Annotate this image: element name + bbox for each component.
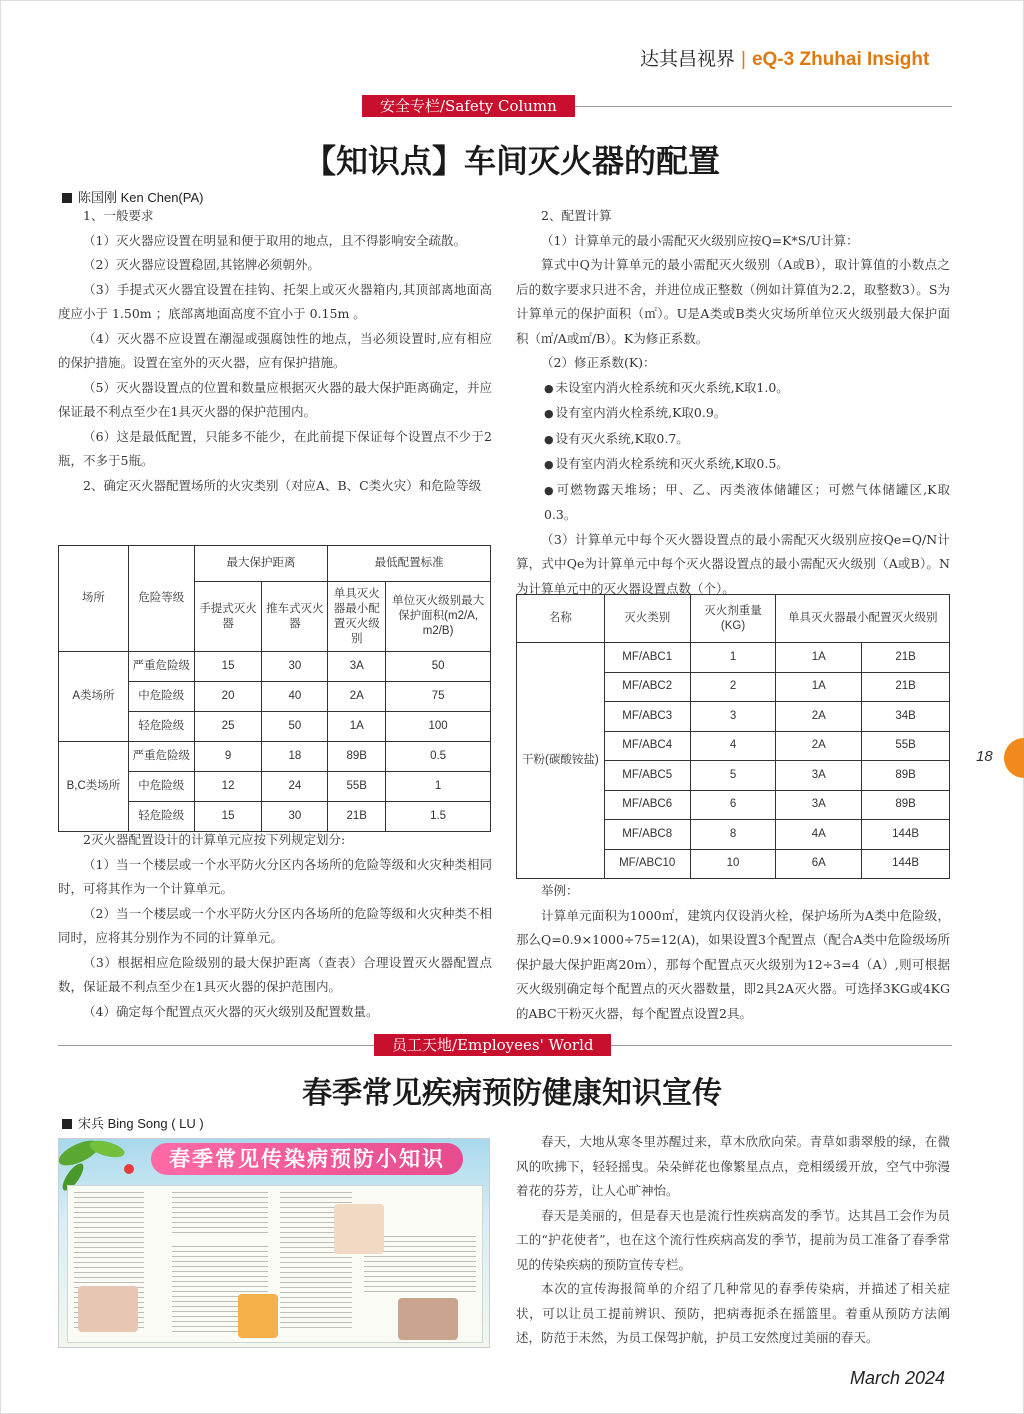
poster-banner: 春季常见传染病预防小知识 bbox=[151, 1143, 463, 1175]
table-cell: 30 bbox=[262, 802, 328, 832]
right-column-bottom bbox=[516, 879, 950, 1026]
poster-image-face bbox=[398, 1298, 458, 1340]
table-group-bc: B,C类场所 bbox=[59, 742, 129, 832]
table-header-unit: 单位灭火级别最大保护面积(m2/A, m2/B) bbox=[386, 582, 491, 652]
table-header-min: 单具灭火器最小配置灭火级别 bbox=[776, 595, 950, 643]
table-cell: MF/ABC2 bbox=[604, 672, 690, 702]
table-cell: 25 bbox=[194, 712, 262, 742]
paragraph: （1）当一个楼层或一个水平防火分区内各场所的危险等级和火灾种类相同时，可将其作为一个计算单元。 bbox=[58, 856, 492, 896]
table-cell: 30 bbox=[262, 652, 328, 682]
section-label-safety: 安全专栏/Safety Column bbox=[362, 95, 575, 117]
table-header-maxdist: 最大保护距离 bbox=[194, 546, 328, 582]
table-header-name: 名称 bbox=[517, 595, 605, 643]
poster-board bbox=[67, 1185, 483, 1343]
table-cell: 9 bbox=[194, 742, 262, 772]
paragraph: （4）灭火器不应设置在潮湿或强腐蚀性的地点，当必须设置时,应有相应的保护措施。设置在室外的灭火器，应有保护措施。 bbox=[58, 330, 492, 370]
table-cell: 15 bbox=[194, 652, 262, 682]
table-cell: 5 bbox=[690, 761, 776, 791]
paragraph: （3）手提式灭火器宜设置在挂钩、托架上或灭火器箱内,其顶部离地面高度应小于 1.50m ；底部离地面高度不宜小于 0.15m 。 bbox=[58, 281, 492, 321]
paragraph: （3）计算单元中每个灭火器设置点的最小需配灭火级别应按Qe=Q/N计算，式中Qe为计算单元中每个灭火器设置点的最小需配灭火级别（A或B）。N为计算单元中的灭火器设置点数（个）。 bbox=[516, 531, 950, 596]
table-cell: 2A bbox=[328, 682, 386, 712]
paragraph: 春天是美丽的，但是春天也是流行性疾病高发的季节。达其昌工会作为员工的“护花使者”，也在这个流行性疾病高发的季节，提前为员工准备了春季常见的传染疾病的预防宣传专栏。 bbox=[516, 1207, 950, 1272]
table-group-a: A类场所 bbox=[59, 652, 129, 742]
article-title-fire-extinguisher: 【知识点】车间灭火器的配置 bbox=[303, 142, 720, 180]
bullet-item: ● 未设室内消火栓系统和灭火系统,K取1.0。 bbox=[516, 376, 950, 402]
paragraph: （1）灭火器应设置在明显和便于取用的地点，且不得影响安全疏散。 bbox=[83, 232, 466, 248]
table-cell: 严重危险级 bbox=[128, 652, 194, 682]
paragraph: （4）确定每个配置点灭火器的灭火级别及配置数量。 bbox=[83, 1003, 379, 1019]
table-cell: 50 bbox=[386, 652, 491, 682]
table-cell: MF/ABC10 bbox=[604, 849, 690, 879]
table-cell: 中危险级 bbox=[128, 772, 194, 802]
paragraph: （6）这是最低配置，只能多不能少，在此前提下保证每个设置点不少于2瓶，不多于5瓶。 bbox=[58, 428, 492, 468]
poster-image-child bbox=[334, 1204, 384, 1254]
table-cell: 34B bbox=[862, 702, 950, 732]
spring-article-text bbox=[516, 1130, 950, 1351]
table-cell: 144B bbox=[862, 849, 950, 879]
paragraph: 2灭火器配置设计的计算单元应按下列规定划分: bbox=[83, 832, 346, 847]
table-header-handheld: 手提式灭火器 bbox=[194, 582, 262, 652]
table-cell: 轻危险级 bbox=[128, 712, 194, 742]
paragraph: 举例： bbox=[541, 883, 579, 898]
table-header-place: 场所 bbox=[59, 546, 129, 652]
table-cell: 40 bbox=[262, 682, 328, 712]
poster-image-hands bbox=[78, 1286, 138, 1332]
table-cell: 21B bbox=[328, 802, 386, 832]
table-cell: 3A bbox=[776, 761, 862, 791]
table-cell: 轻危险级 bbox=[128, 802, 194, 832]
table-cell: 89B bbox=[862, 790, 950, 820]
table-cell: 0.5 bbox=[386, 742, 491, 772]
paragraph: 春天，大地从寒冬里苏醒过来，草木欣欣向荣。青草如翡翠般的绿，在微风的吹拂下，轻轻摇曳。朵朵鲜花也像繁星点点，竞相缓缓开放，空气中弥漫着花的芬芳，让人心旷神怡。 bbox=[516, 1134, 950, 1198]
table-cell: 3A bbox=[776, 790, 862, 820]
byline-square-icon bbox=[62, 193, 72, 203]
byline-text: 陈国刚 Ken Chen(PA) bbox=[78, 190, 204, 205]
table-cell: 20 bbox=[194, 682, 262, 712]
table-header-cart: 推车式灭火器 bbox=[262, 582, 328, 652]
section-band-employees bbox=[58, 1034, 952, 1056]
paragraph: 2、配置计算 bbox=[541, 208, 612, 223]
section-label-employees: 员工天地/Employees' World bbox=[374, 1034, 611, 1056]
table-cell: MF/ABC8 bbox=[604, 820, 690, 850]
fire-class-table bbox=[58, 545, 491, 832]
poster-text-block bbox=[172, 1192, 268, 1236]
table-header-level: 危险等级 bbox=[128, 546, 194, 652]
table-cell: 50 bbox=[262, 712, 328, 742]
table-cell: 严重危险级 bbox=[128, 742, 194, 772]
paragraph: 计算单元面积为1000㎡，建筑内仅设消火栓，保护场所为A类中危险级，那么Q=0.9×1000÷75=12(A)，如果设置3个配置点（配合A类中危险级场所保护最大保护距离20m），那每个配置点灭火级别为12÷3=4（A）,则可根据灭火级别确定每个配置点的灭火器数量，即2具2A灭火器。可选择3KG或4KG的ABC干粉灭火器，每个配置点设置2具。 bbox=[516, 907, 950, 1021]
table-cell: 6 bbox=[690, 790, 776, 820]
section-band-safety bbox=[362, 95, 952, 117]
byline-text: 宋兵 Bing Song ( LU ) bbox=[78, 1116, 204, 1131]
brand-en: eQ-3 Zhuhai Insight bbox=[751, 49, 930, 70]
poster-image-cartoon bbox=[238, 1294, 278, 1338]
table-cell: 2A bbox=[776, 702, 862, 732]
table-cell: MF/ABC1 bbox=[604, 643, 690, 673]
paragraph: 本次的宣传海报简单的介绍了几种常见的春季传染病，并描述了相关症状，可以让员工提前辨识、预防，把病毒扼杀在摇篮里。着重从预防方法阐述，防范于未然，为员工保驾护航，护员工安然度过美丽的春天。 bbox=[516, 1281, 950, 1345]
table-header-single: 单具灭火器最小配置灭火级别 bbox=[328, 582, 386, 652]
table-cell: 55B bbox=[862, 731, 950, 761]
bullet-item: ● 设有室内消火栓系统,K取0.9。 bbox=[516, 401, 950, 427]
table-cell: 55B bbox=[328, 772, 386, 802]
table-cell: 1A bbox=[328, 712, 386, 742]
table-cell: 21B bbox=[862, 643, 950, 673]
byline-author-2 bbox=[62, 1113, 204, 1132]
page-number: 18 bbox=[976, 748, 993, 765]
table-cell: 89B bbox=[862, 761, 950, 791]
table-cell: 中危险级 bbox=[128, 682, 194, 712]
table-cell: 75 bbox=[386, 682, 491, 712]
table-cell: 4A bbox=[776, 820, 862, 850]
bullet-item: ● 设有室内消火栓系统和灭火系统,K取0.5。 bbox=[516, 452, 950, 478]
table-cell: 2A bbox=[776, 731, 862, 761]
table-cell: 1A bbox=[776, 643, 862, 673]
table-cell: MF/ABC5 bbox=[604, 761, 690, 791]
paragraph: （1）计算单元的最小需配灭火级别应按Q=K*S/U计算： bbox=[541, 232, 859, 248]
table-header-type: 灭火类别 bbox=[604, 595, 690, 643]
extinguisher-spec-table bbox=[516, 594, 950, 879]
table-cell: 4 bbox=[690, 731, 776, 761]
paragraph: （3）根据相应危险级别的最大保护距离（查表）合理设置灭火器配置点数，保证最不利点至少在1具灭火器的保护范围内。 bbox=[58, 954, 492, 994]
left-column-top bbox=[58, 204, 492, 498]
table-cell: 2 bbox=[690, 672, 776, 702]
table-cell: 1.5 bbox=[386, 802, 491, 832]
header-brand bbox=[640, 44, 929, 71]
table-cell: 24 bbox=[262, 772, 328, 802]
paragraph: 算式中Q为计算单元的最小需配灭火级别（A或B），取计算值的小数点之后的数字要求只进不舍，并进位成正整数（例如计算值为2.2，取整数3）。S为计算单元的保护面积（㎡）。U是A类或B类火灾场所单位灭火级别最大保护面积（㎡/A或㎡/B）。K为修正系数。 bbox=[516, 257, 950, 346]
table-group-powder: 干粉(碳酸铵盐) bbox=[517, 643, 605, 879]
table-cell: MF/ABC3 bbox=[604, 702, 690, 732]
poster-photo bbox=[58, 1138, 490, 1348]
table-cell: 3 bbox=[690, 702, 776, 732]
left-column-bottom bbox=[58, 828, 492, 1024]
table-cell: 12 bbox=[194, 772, 262, 802]
table-cell: 89B bbox=[328, 742, 386, 772]
table-cell: 3A bbox=[328, 652, 386, 682]
byline-square-icon bbox=[62, 1119, 72, 1129]
table-cell: 1 bbox=[386, 772, 491, 802]
article-title-spring-health: 春季常见疾病预防健康知识宣传 bbox=[302, 1076, 722, 1111]
paragraph: 1、一般要求 bbox=[83, 208, 154, 223]
brand-separator: | bbox=[741, 49, 746, 70]
right-column-top bbox=[516, 204, 950, 601]
table-header-weight: 灭火剂重量(KG) bbox=[690, 595, 776, 643]
paragraph: 2、确定灭火器配置场所的火灾类别（对应A、B、C类火灾）和危险等级 bbox=[83, 477, 482, 493]
table-cell: MF/ABC4 bbox=[604, 731, 690, 761]
brand-cn: 达其昌视界 bbox=[640, 48, 736, 70]
table-header-mincfg: 最低配置标准 bbox=[328, 546, 491, 582]
table-cell: 21B bbox=[862, 672, 950, 702]
table-cell: 144B bbox=[862, 820, 950, 850]
table-cell: 18 bbox=[262, 742, 328, 772]
bullet-item: ● 可燃物露天堆场；甲、乙、丙类液体储罐区；可燃气体储罐区,K取0.3。 bbox=[516, 478, 950, 528]
paragraph: （2）灭火器应设置稳固,其铭牌必须朝外。 bbox=[83, 257, 320, 272]
table-cell: 10 bbox=[690, 849, 776, 879]
table-cell: 6A bbox=[776, 849, 862, 879]
paragraph: （2）修正系数(K)： bbox=[541, 355, 656, 370]
table-cell: 100 bbox=[386, 712, 491, 742]
paragraph: （5）灭火器设置点的位置和数量应根据灭火器的最大保护距离确定，并应保证最不利点至少在1具灭火器的保护范围内。 bbox=[58, 379, 492, 419]
table-cell: 1A bbox=[776, 672, 862, 702]
table-cell: 8 bbox=[690, 820, 776, 850]
table-cell: MF/ABC6 bbox=[604, 790, 690, 820]
table-cell: 1 bbox=[690, 643, 776, 673]
paragraph: （2）当一个楼层或一个水平防火分区内各场所的危险等级和火灾种类不相同时，应将其分别作为不同的计算单元。 bbox=[58, 905, 492, 945]
bullet-item: ● 设有灭火系统,K取0.7。 bbox=[516, 427, 950, 453]
table-cell: 15 bbox=[194, 802, 262, 832]
issue-date: March 2024 bbox=[850, 1368, 946, 1388]
